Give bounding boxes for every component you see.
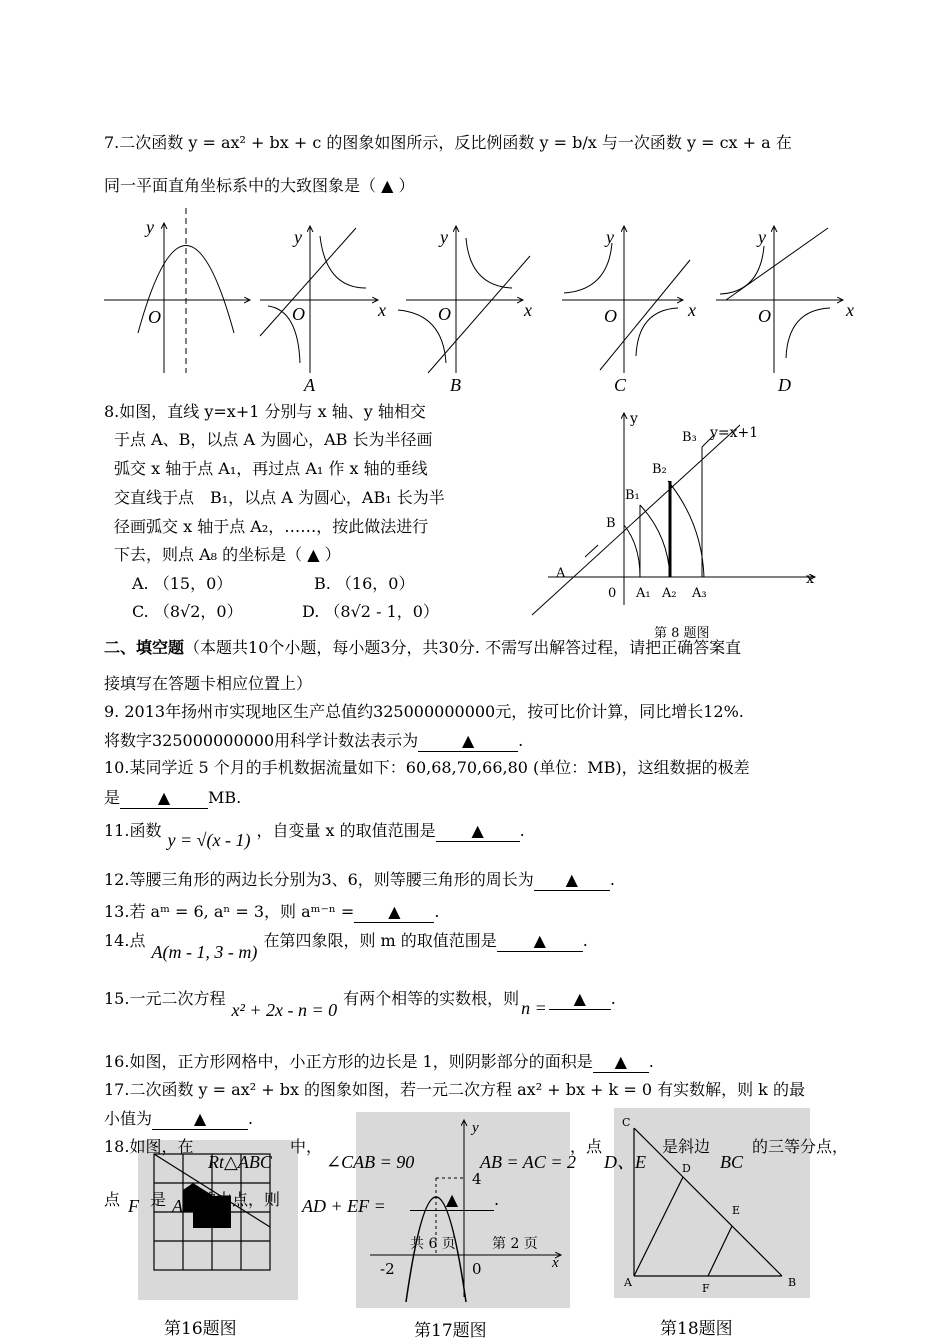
svg-text:x: x: [806, 571, 814, 587]
svg-text:-2: -2: [380, 1260, 395, 1278]
q7-line1: 7.二次函数 y = ax² + bx + c 的图象如图所示，反比例函数 y = b/x 与一次函数 y = cx + a 在: [104, 133, 792, 152]
section2-line2: 接填写在答题卡相应位置上）: [104, 674, 313, 693]
q12: 12.等腰三角形的两边长分别为3、6，则等腰三角形的周长为 ▲ .: [104, 870, 615, 889]
q18-rt: Rt△ABC: [208, 1152, 272, 1172]
q9-line1: 9. 2013年扬州市实现地区生产总值约325000000000元，按可比价计算，同比增长12%.: [104, 702, 744, 721]
svg-text:A: A: [556, 566, 566, 581]
svg-text:A₁: A₁: [636, 586, 651, 601]
q15-answer-blank: ▲: [549, 989, 611, 1010]
q8-line: 径画弧交 x 轴于点 A₂，……，按此做法进行: [114, 517, 429, 536]
q8-option-b: B. （16，0）: [314, 574, 415, 593]
q8-option-a: A. （15，0）: [132, 574, 233, 593]
q7-option-A-graph: [260, 226, 386, 395]
q7-option-B-graph: [398, 226, 532, 395]
section2-title: 二、填空题: [104, 638, 185, 657]
q14: 14.点A(m - 1, 3 - m)在第四象限，则 m 的取值范围是 ▲ .: [104, 931, 588, 962]
q8-option-c: C. （8√2，0）: [132, 602, 243, 621]
svg-text:B₁: B₁: [625, 488, 640, 503]
svg-text:x: x: [688, 300, 696, 320]
q7-parabola-graph: [104, 208, 250, 373]
q16: 16.如图，正方形网格中，小正方形的边长是 1，则阴影部分的面积是 ▲ .: [104, 1052, 654, 1071]
q14-answer-blank: ▲: [497, 931, 583, 952]
svg-text:0: 0: [472, 1260, 482, 1278]
q13: 13.若 aᵐ = 6, aⁿ = 3，则 aᵐ⁻ⁿ = ▲ .: [104, 902, 440, 921]
svg-text:x: x: [378, 300, 386, 320]
q8-line: 交直线于点 B₁，以点 A 为圆心，AB₁ 长为半: [114, 488, 445, 507]
svg-text:A₂: A₂: [662, 586, 677, 601]
q12-answer-blank: ▲: [534, 870, 610, 891]
svg-text:A₃: A₃: [692, 586, 707, 601]
svg-text:x: x: [846, 300, 854, 320]
svg-text:y: y: [440, 227, 448, 247]
q7-origin: O: [148, 307, 161, 327]
q17-answer-blank: ▲: [152, 1109, 248, 1130]
q7-option-C-graph: [562, 226, 696, 395]
q9-answer-blank: ▲: [418, 731, 518, 752]
q18-angle: ∠CAB = 90: [326, 1152, 415, 1172]
q15: 15.一元二次方程x² + 2x - n = 0有两个相等的实数根，则 n = ▲ .: [104, 989, 616, 1020]
caption-17: 第17题图: [414, 1321, 487, 1341]
q7-label-A: A: [304, 375, 315, 395]
q9-line2: 将数字325000000000用科学计数法表示为 ▲ .: [104, 731, 524, 750]
fig17-overlay-page: 第 2 页: [492, 1236, 538, 1252]
q8-option-d: D. （8√2 - 1，0）: [302, 602, 439, 621]
svg-text:O: O: [292, 304, 305, 324]
q18-eq: AB = AC = 2: [480, 1152, 576, 1172]
q8-line: 弧交 x 轴于点 A₁，再过点 A₁ 作 x 轴的垂线: [114, 459, 428, 478]
q7-label-D: D: [778, 375, 791, 395]
svg-text:x: x: [552, 1255, 559, 1271]
q8-line: 下去，则点 A₈ 的坐标是（ ▲ ）: [114, 545, 341, 564]
svg-text:C: C: [622, 1116, 631, 1129]
svg-text:O: O: [438, 304, 451, 324]
q13-answer-blank: ▲: [354, 902, 434, 923]
q17-line1: 17.二次函数 y = ax² + bx 的图象如图，若一元二次方程 ax² + bx + k = 0 有实数解，则 k 的最: [104, 1080, 805, 1099]
q8-figure: [530, 405, 830, 640]
q7-line2: 同一平面直角坐标系中的大致图象是（ ▲ ）: [104, 176, 415, 195]
svg-text:B: B: [788, 1276, 797, 1289]
q10-answer-blank: ▲: [120, 788, 208, 809]
q7-label-C: C: [614, 375, 627, 395]
svg-text:D: D: [682, 1162, 691, 1175]
q18-answer-blank: ▲: [410, 1190, 494, 1211]
svg-text:y=x+1: y=x+1: [710, 425, 759, 441]
q11-answer-blank: ▲: [436, 821, 520, 842]
section2-header: 二、填空题（本题共10个小题，每小题3分，共30分. 不需写出解答过程，请把正确答案直: [104, 638, 742, 657]
svg-text:y: y: [294, 227, 302, 247]
q10-line1: 10.某同学近 5 个月的手机数据流量如下：60,68,70,66,80 (单位：MB)，这组数据的极差: [104, 758, 750, 777]
q11: 11.函数 y = √(x - 1) ，自变量 x 的取值范围是 ▲ .: [104, 821, 525, 850]
q8-caption: 第 8 题图: [654, 626, 710, 640]
q8-line: 8.如图，直线 y=x+1 分别与 x 轴、y 轴相交: [104, 402, 426, 421]
q10-line2: 是 ▲ MB.: [104, 788, 242, 807]
svg-text:F: F: [702, 1282, 710, 1295]
svg-text:A: A: [624, 1276, 632, 1289]
svg-text:B₂: B₂: [652, 462, 667, 477]
fig17-overlay-pages: 共 6 页: [410, 1236, 456, 1252]
q8-line: 于点 A、B，以点 A 为圆心，AB 长为半径画: [114, 430, 433, 449]
q7-label-B: B: [450, 375, 461, 395]
q7-figures: [98, 198, 868, 398]
q16-answer-blank: ▲: [593, 1052, 649, 1073]
svg-text:y: y: [606, 227, 614, 247]
svg-text:x: x: [524, 300, 532, 320]
svg-text:y: y: [758, 227, 766, 247]
svg-text:B: B: [606, 516, 616, 531]
q7-option-D-graph: [716, 226, 854, 395]
svg-text:O: O: [758, 306, 771, 326]
q17-line2: 小值为 ▲ .: [104, 1109, 254, 1128]
svg-text:4: 4: [472, 1170, 482, 1188]
svg-text:B₃: B₃: [682, 430, 697, 445]
caption-18: 第18题图: [660, 1319, 733, 1339]
caption-16: 第16题图: [164, 1319, 237, 1339]
q7-axis-y: y: [146, 217, 154, 237]
svg-text:E: E: [732, 1204, 741, 1217]
svg-text:y: y: [472, 1120, 479, 1136]
svg-text:0: 0: [608, 586, 617, 601]
svg-text:y: y: [630, 411, 638, 427]
q18-line1: 18.如图，在: [104, 1137, 194, 1156]
svg-text:O: O: [604, 306, 617, 326]
